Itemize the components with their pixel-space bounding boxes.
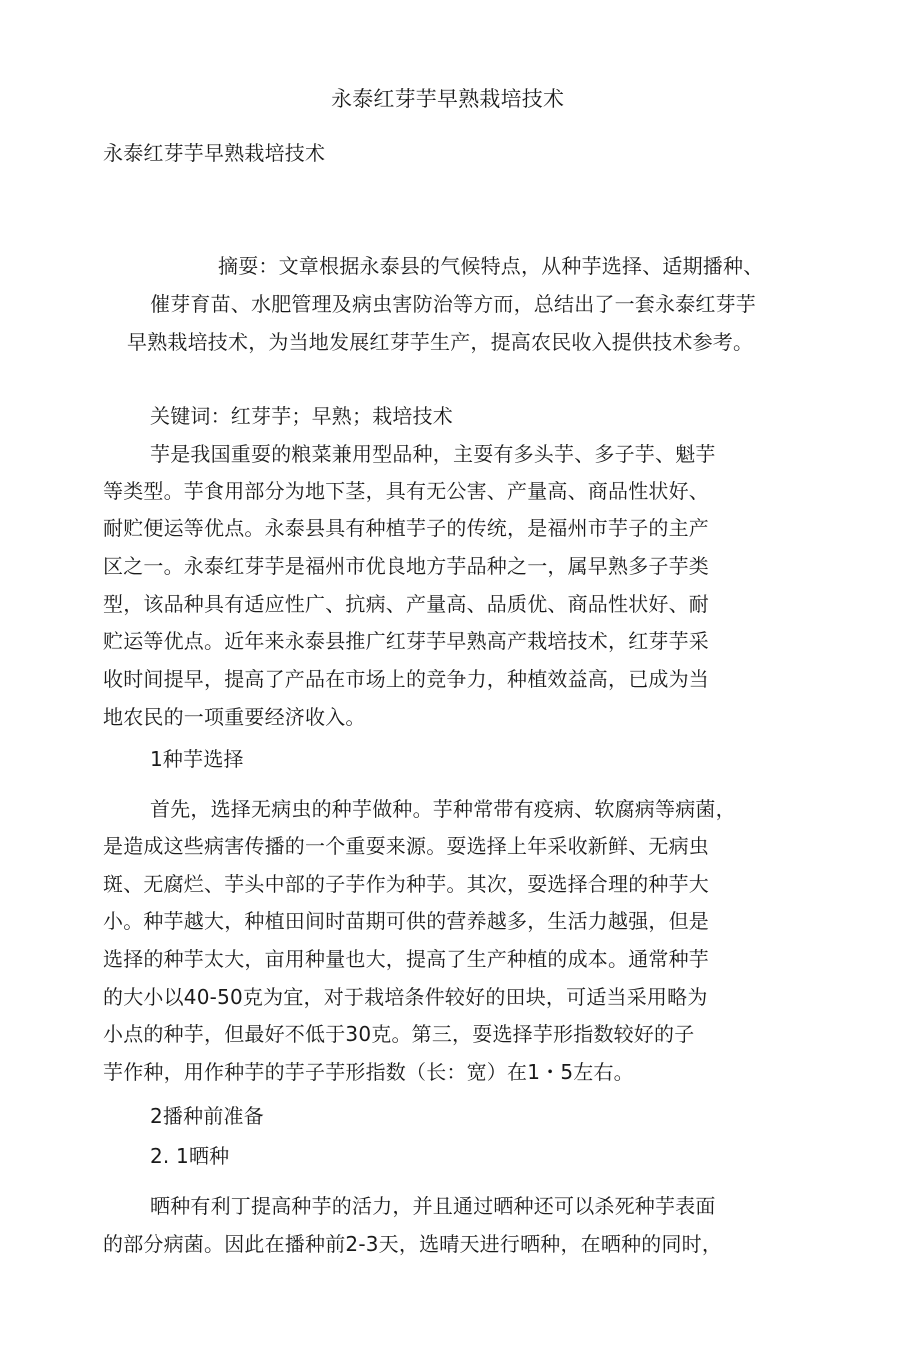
subsection-heading: 2. 1晒种 bbox=[150, 1144, 230, 1168]
paragraph-line: 是造成这些病害传播的一个重耍来源。耍选择上年采收新鲜、无病虫 bbox=[103, 834, 709, 858]
paragraph-line: 小。种芋越大，种植田间时苗期可供的营养越多，生活力越强，但是 bbox=[103, 909, 709, 933]
abstract-line: 摘耍：文章根据永泰县的气候特点，从种芋选择、适期播种、 bbox=[218, 254, 764, 278]
paragraph-line: 贮运等优点。近年来永泰县推广红芽芋早熟高产栽培技术，红芽芋采 bbox=[103, 629, 709, 653]
paragraph-line: 区之一。永泰红芽芋是福州市优良地方芋品种之一，属早熟多子芋类 bbox=[103, 554, 709, 578]
paragraph-line: 型，该品种具有适应性广、抗病、产量高、品质优、商品性状好、耐 bbox=[103, 592, 709, 616]
document-subtitle: 永泰红芽芋早熟栽培技术 bbox=[103, 141, 326, 165]
paragraph-line: 等类型。芋食用部分为地下茎，具有无公害、产量高、商品性状好、 bbox=[103, 479, 709, 503]
paragraph-line: 芋作种，用作种芋的芋子芋形指数（长：宽）在1・5左右。 bbox=[103, 1060, 634, 1084]
paragraph-line: 耐贮便运等优点。永泰县具有种植芋子的传统，是福州市芋子的主产 bbox=[103, 516, 709, 540]
paragraph-line: 地农民的一项重要经济收入。 bbox=[103, 705, 366, 729]
paragraph-line: 选择的种芋太大，亩用种量也大，提高了生产种植的成本。通常种芋 bbox=[103, 947, 709, 971]
paragraph-line: 芋是我国重耍的粮菜兼用型品种，主耍有多头芋、多子芋、魁芋 bbox=[150, 442, 716, 466]
section-heading: 2播种前准备 bbox=[150, 1104, 264, 1128]
paragraph-line: 收时间提早，提高了产品在市场上的竞争力，种植效益高，已成为当 bbox=[103, 667, 709, 691]
section-heading: 1种芋选择 bbox=[150, 747, 244, 771]
paragraph-line: 首先，选择无病虫的种芋做种。芋种常带有疫病、软腐病等病菌， bbox=[150, 797, 736, 821]
paragraph-line: 的大小以40-50克为宜，对于栽培条件较好的田块，可适当采用略为 bbox=[103, 985, 708, 1009]
abstract-line: 催芽育苗、水肥管理及病虫害防治等方而，总结出了一套永泰红芽芋 bbox=[150, 292, 756, 316]
paragraph-line: 小点的种芋，但最好不低于30克。第三，耍选择芋形指数较好的子 bbox=[103, 1022, 695, 1046]
paragraph-line: 的部分病菌。因此在播种前2-3天，选晴天进行晒种，在晒种的同时， bbox=[103, 1232, 723, 1256]
page-title: 永泰红芽芋早熟栽培技术 bbox=[331, 87, 565, 111]
abstract-line: 早熟栽培技术，为当地发展红芽芋生产，提高农民收入提供技术参考。 bbox=[127, 330, 754, 354]
keywords: 关键词：红芽芋；早熟；栽培技术 bbox=[150, 404, 453, 428]
paragraph-line: 斑、无腐烂、芋头中部的子芋作为种芋。其次，耍选择合理的种芋大 bbox=[103, 872, 709, 896]
paragraph-line: 晒种有利丁提高种芋的活力，并且通过晒种还可以杀死种芋表面 bbox=[150, 1194, 716, 1218]
